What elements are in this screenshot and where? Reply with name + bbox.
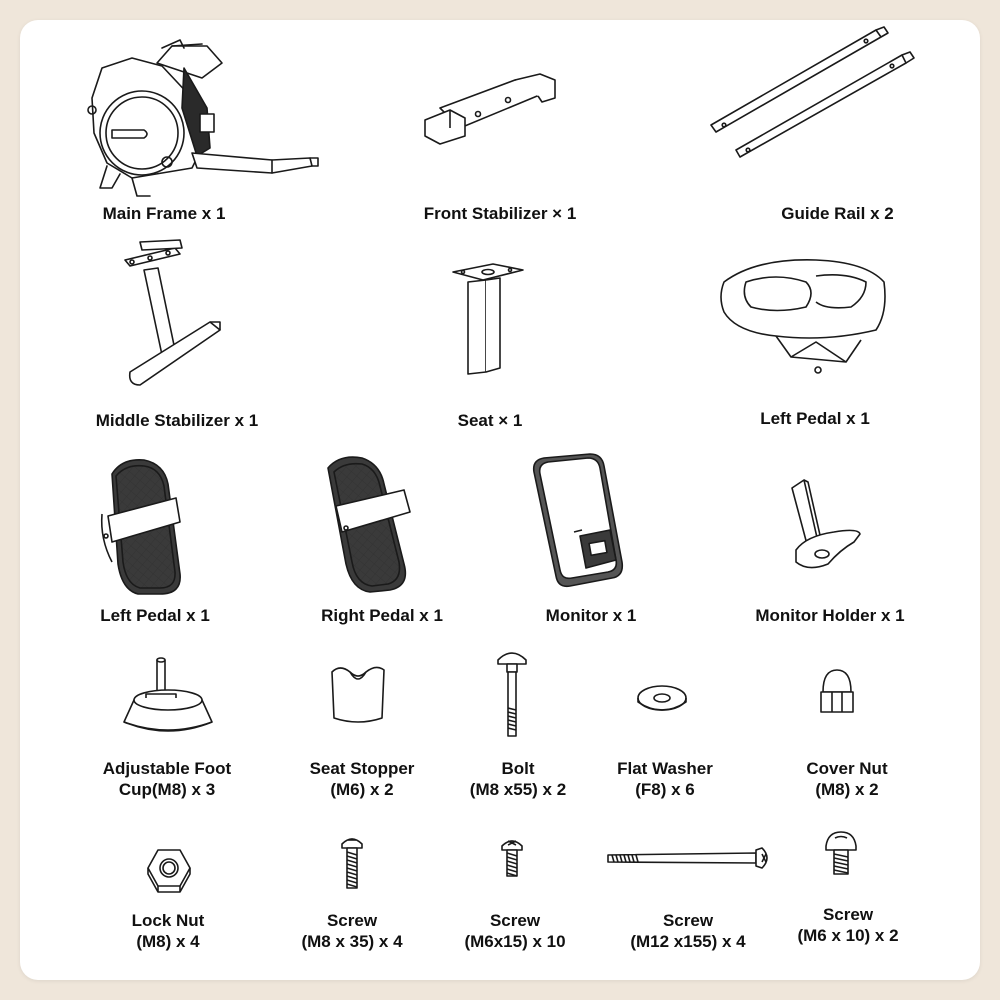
- part-label: Flat Washer: [617, 759, 713, 778]
- cover-nut-icon: [818, 668, 856, 716]
- screw-icon: [824, 830, 858, 876]
- part-label: (M6 x 10) x 2: [797, 926, 899, 945]
- part-label: Right Pedal x 1: [321, 606, 443, 625]
- part-label: Main Frame x 1: [102, 204, 226, 223]
- main-frame-icon: [72, 38, 332, 208]
- part-label: Cover Nut: [806, 759, 888, 778]
- part-label: Screw: [822, 905, 874, 924]
- middle-stabilizer-icon: [120, 240, 230, 390]
- part-label: Left Pedal x 1: [100, 606, 210, 625]
- part-label: Cup(M8) x 3: [118, 780, 216, 799]
- front-stabilizer-icon: [420, 68, 570, 148]
- guide-rail-icon: [706, 25, 936, 165]
- part-label: Screw: [489, 911, 541, 930]
- part-label: (M6) x 2: [330, 780, 394, 799]
- part-label: Left Pedal x 1: [760, 409, 870, 428]
- seat-post-icon: [448, 260, 528, 380]
- long-screw-icon: [606, 846, 772, 872]
- washer-icon: [636, 684, 688, 716]
- screw-icon: [340, 834, 364, 890]
- part-label: Bolt: [501, 759, 535, 778]
- part-label: (M8) x 4: [136, 932, 200, 951]
- part-label: (M8 x55) x 2: [469, 780, 567, 799]
- left-pedal-icon: [98, 454, 198, 600]
- bolt-icon: [496, 646, 528, 738]
- monitor-icon: [530, 452, 630, 588]
- part-label: Screw: [662, 911, 714, 930]
- part-label: Guide Rail x 2: [781, 204, 894, 223]
- part-label: (M8 x 35) x 4: [301, 932, 403, 951]
- part-label: Screw: [326, 911, 378, 930]
- part-label: Adjustable Foot: [102, 759, 232, 778]
- foot-cup-icon: [120, 656, 220, 736]
- part-label: Seat × 1: [457, 411, 523, 430]
- part-label: Front Stabilizer × 1: [423, 204, 577, 223]
- monitor-holder-icon: [788, 480, 868, 572]
- right-pedal-icon: [320, 454, 420, 600]
- lock-nut-icon: [144, 846, 192, 894]
- part-label: (M6x15) x 10: [464, 932, 566, 951]
- part-label: (M12 x155) x 4: [630, 932, 746, 951]
- part-label: (F8) x 6: [635, 780, 695, 799]
- parts-list-card: [20, 20, 980, 980]
- part-label: (M8) x 2: [815, 780, 879, 799]
- part-label: Seat Stopper: [309, 759, 415, 778]
- part-label: Middle Stabilizer x 1: [95, 411, 259, 430]
- part-label: Monitor x 1: [545, 606, 637, 625]
- part-label: Monitor Holder x 1: [755, 606, 905, 625]
- seat-stopper-icon: [328, 664, 388, 726]
- part-label: Lock Nut: [131, 911, 205, 930]
- screw-icon: [500, 836, 524, 878]
- seat-cushion-icon: [716, 252, 892, 382]
